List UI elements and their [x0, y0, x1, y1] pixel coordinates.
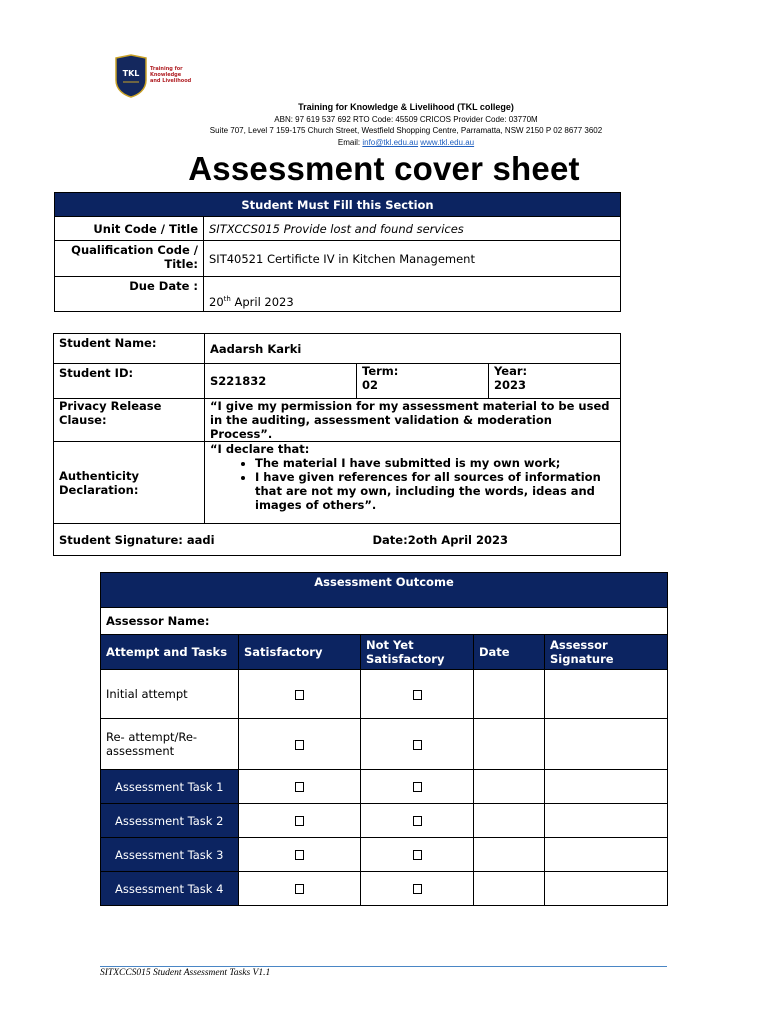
footer-divider: [100, 966, 667, 967]
not-yet-satisfactory-checkbox[interactable]: [361, 804, 474, 838]
satisfactory-checkbox[interactable]: [239, 804, 361, 838]
qualification-value[interactable]: SIT40521 Certificte IV in Kitchen Management: [204, 241, 621, 277]
date-cell[interactable]: [474, 804, 545, 838]
satisfactory-checkbox[interactable]: [239, 719, 361, 770]
date-cell[interactable]: [474, 670, 545, 719]
table-row: [55, 277, 621, 312]
not-yet-satisfactory-checkbox[interactable]: [361, 670, 474, 719]
abn-line: ABN: 97 619 537 692 RTO Code: 45509 CRICOS Provider Code: 03770M: [274, 115, 538, 124]
checkbox-icon[interactable]: [295, 782, 304, 792]
svg-text:TKL: TKL: [122, 69, 140, 78]
privacy-label: Privacy Release Clause:: [54, 399, 205, 442]
student-id-value[interactable]: S221832: [205, 364, 357, 399]
assessor-signature-cell[interactable]: [545, 670, 668, 719]
satisfactory-checkbox[interactable]: [239, 770, 361, 804]
student-signature[interactable]: Student Signature: aadi: [59, 532, 215, 547]
table-header-row: [101, 635, 668, 670]
student-id-label: Student ID:: [54, 364, 205, 399]
assessor-signature-cell[interactable]: [545, 719, 668, 770]
task-label: Assessment Task 1: [101, 770, 239, 804]
table-row: [55, 217, 621, 241]
column-header: Assessor Signature: [545, 635, 668, 670]
privacy-clause-text: “I give my permission for my assessment material to be used in the auditing, assessment validation & moderation Process”.: [205, 399, 621, 442]
column-header: Not Yet Satisfactory: [361, 635, 474, 670]
footer-text: SITXCCS015 Student Assessment Tasks V1.1: [100, 968, 271, 978]
table-row: [54, 334, 621, 364]
column-header: Attempt and Tasks: [101, 635, 239, 670]
assessment-outcome-table: [100, 572, 668, 906]
list-item: • The material I have submitted is my own work;: [255, 456, 615, 470]
table-row: [54, 399, 621, 442]
student-name-value[interactable]: Aadarsh Karki: [205, 334, 621, 364]
assessor-signature-cell[interactable]: [545, 838, 668, 872]
not-yet-satisfactory-checkbox[interactable]: [361, 872, 474, 906]
task-label: Assessment Task 2: [101, 804, 239, 838]
signature-row[interactable]: [54, 524, 621, 556]
unit-details-table: [54, 192, 621, 312]
address-line: Suite 707, Level 7 159-175 Church Street, Westfield Shopping Centre, Parramatta, NSW 2150 P 02 8677 3602: [209, 126, 603, 135]
checkbox-icon[interactable]: [413, 816, 422, 826]
not-yet-satisfactory-checkbox[interactable]: [361, 719, 474, 770]
date-cell[interactable]: [474, 770, 545, 804]
term-cell[interactable]: Term: 02: [357, 364, 489, 399]
task-label: Assessment Task 4: [101, 872, 239, 906]
website-link[interactable]: www.tkl.edu.au: [420, 138, 475, 147]
table-row: [101, 838, 668, 872]
date-cell[interactable]: [474, 719, 545, 770]
outcome-title: Assessment Outcome: [101, 573, 668, 608]
table-row: [54, 364, 621, 399]
shield-logo-icon: [114, 54, 148, 98]
checkbox-icon[interactable]: [295, 816, 304, 826]
unit-code-value[interactable]: SITXCCS015 Provide lost and found services: [204, 217, 621, 241]
section-band: Student Must Fill this Section: [55, 193, 621, 217]
checkbox-icon[interactable]: [295, 740, 304, 750]
org-name: Training for Knowledge & Livelihood (TKL college): [298, 102, 514, 112]
column-header: Satisfactory: [239, 635, 361, 670]
qualification-label: Qualification Code / Title:: [55, 241, 204, 277]
checkbox-icon[interactable]: [295, 884, 304, 894]
table-row: [101, 719, 668, 770]
date-cell[interactable]: [474, 872, 545, 906]
checkbox-icon[interactable]: [413, 740, 422, 750]
table-row: [101, 804, 668, 838]
authenticity-label: Authenticity Declaration:: [54, 442, 205, 524]
checkbox-icon[interactable]: [413, 850, 422, 860]
checkbox-icon[interactable]: [413, 884, 422, 894]
table-row: [54, 442, 621, 524]
student-details-table: [53, 333, 621, 556]
checkbox-icon[interactable]: [413, 782, 422, 792]
checkbox-icon[interactable]: [295, 850, 304, 860]
column-header: Date: [474, 635, 545, 670]
not-yet-satisfactory-checkbox[interactable]: [361, 770, 474, 804]
due-date-value[interactable]: 20th April 2023: [204, 277, 621, 312]
checkbox-icon[interactable]: [413, 690, 422, 700]
satisfactory-checkbox[interactable]: [239, 872, 361, 906]
assessor-signature-cell[interactable]: [545, 770, 668, 804]
date-cell[interactable]: [474, 838, 545, 872]
due-date-label: Due Date :: [55, 277, 204, 312]
year-cell[interactable]: Year: 2023: [489, 364, 621, 399]
email-line: [22, 138, 768, 147]
satisfactory-checkbox[interactable]: [239, 838, 361, 872]
attempt-label: Initial attempt: [101, 670, 239, 719]
college-logo: [114, 54, 194, 100]
task-label: Assessment Task 3: [101, 838, 239, 872]
satisfactory-checkbox[interactable]: [239, 670, 361, 719]
assessor-signature-cell[interactable]: [545, 804, 668, 838]
email-link[interactable]: info@tkl.edu.au: [362, 138, 419, 147]
table-row: [101, 770, 668, 804]
page-title: Assessment cover sheet: [188, 150, 580, 187]
checkbox-icon[interactable]: [295, 690, 304, 700]
logo-wordmark: Training for Knowledge and Livelihood: [150, 66, 192, 84]
email-label: Email:: [337, 138, 363, 147]
authenticity-declaration: “I declare that: • The material I have submitted is my own work; • I have given references for all sources of information that are not my own, including the words, ideas and images of others”.: [205, 442, 621, 524]
list-item: • I have given references for all sources of information that are not my own, including the words, ideas and images of others”.: [255, 470, 615, 512]
attempt-label: Re- attempt/Re-assessment: [101, 719, 239, 770]
student-name-label: Student Name:: [54, 334, 205, 364]
table-row: [101, 670, 668, 719]
assessor-name-field[interactable]: Assessor Name:: [101, 608, 668, 635]
signature-date[interactable]: Date:2oth April 2023: [372, 532, 508, 547]
table-row: [54, 524, 621, 556]
not-yet-satisfactory-checkbox[interactable]: [361, 838, 474, 872]
unit-code-label: Unit Code / Title: [55, 217, 204, 241]
assessor-signature-cell[interactable]: [545, 872, 668, 906]
table-row: [55, 241, 621, 277]
table-row: [101, 872, 668, 906]
